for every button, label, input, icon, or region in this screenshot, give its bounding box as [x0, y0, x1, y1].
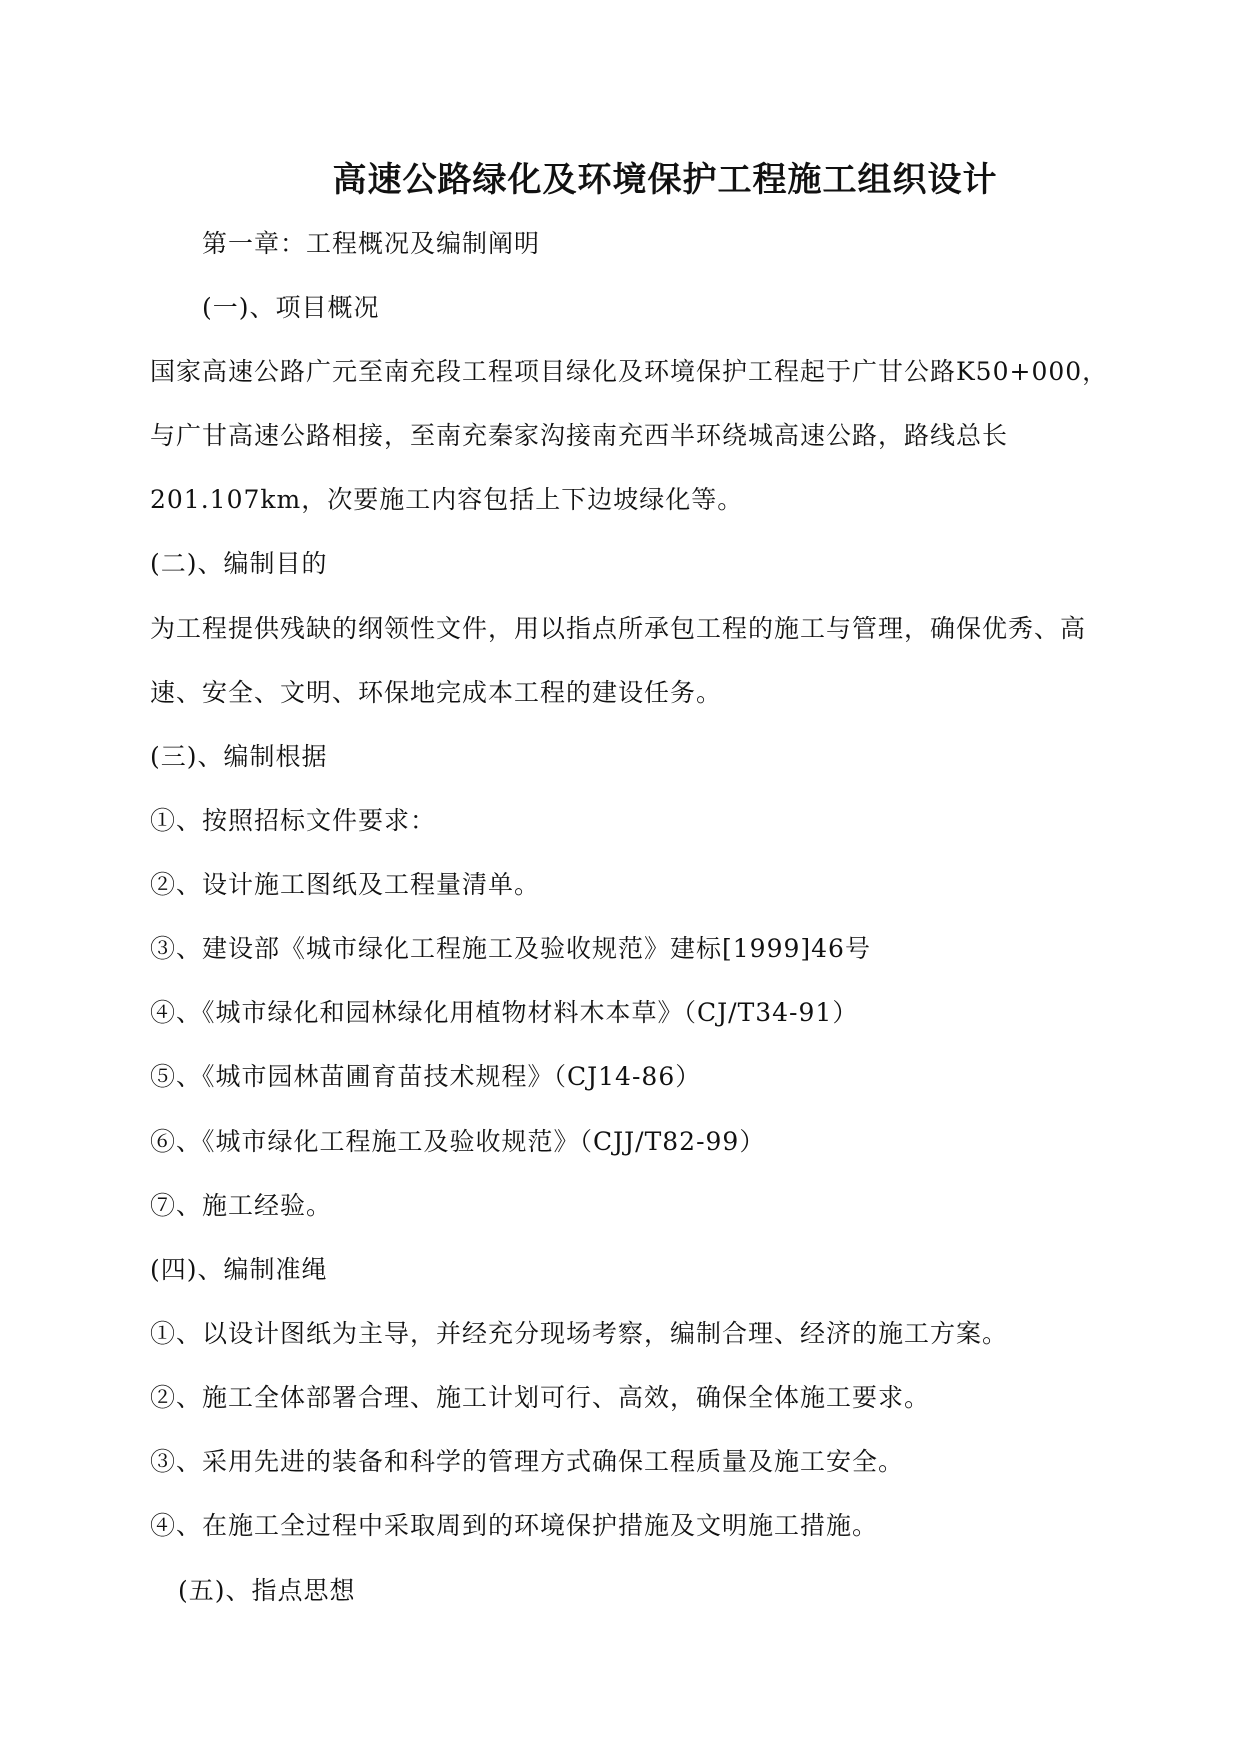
- document-title: 高速公路绿化及环境保护工程施工组织设计: [332, 160, 998, 200]
- list-item: ④、在施工全过程中采取周到的环境保护措施及文明施工措施。: [150, 1511, 879, 1540]
- list-item: ⑤、《城市园林苗圃育苗技术规程》（CJ14-86）: [150, 1062, 702, 1091]
- list-item: ①、按照招标文件要求：: [150, 806, 437, 835]
- paragraph-line: 为工程提供残缺的纲领性文件，用以指点所承包工程的施工与管理，确保优秀、高: [150, 614, 1087, 643]
- list-item: ⑦、施工经验。: [150, 1191, 333, 1220]
- list-item: ④、《城市绿化和园林绿化用植物材料木本草》（CJ/T34-91）: [150, 998, 859, 1027]
- list-item: ②、施工全体部署合理、施工计划可行、高效，确保全体施工要求。: [150, 1383, 931, 1412]
- list-item: ③、建设部《城市绿化工程施工及验收规范》建标[1999]46号: [150, 934, 871, 963]
- section-heading-3: (三)、编制根据: [150, 742, 328, 771]
- section-heading-2: (二)、编制目的: [150, 549, 328, 578]
- list-item: ①、以设计图纸为主导，并经充分现场考察，编制合理、经济的施工方案。: [150, 1319, 1009, 1348]
- paragraph-line: 国家高速公路广元至南充段工程项目绿化及环境保护工程起于广甘公路K50+000，: [150, 357, 1109, 386]
- section-heading-1: (一)、项目概况: [202, 293, 380, 322]
- paragraph-line: 201.107km，次要施工内容包括上下边坡绿化等。: [150, 485, 744, 514]
- paragraph-line: 速、安全、文明、环保地完成本工程的建设任务。: [150, 678, 723, 707]
- list-item: ③、采用先进的装备和科学的管理方式确保工程质量及施工安全。: [150, 1447, 905, 1476]
- chapter-heading: 第一章：工程概况及编制阐明: [202, 229, 541, 258]
- paragraph-line: 与广甘高速公路相接，至南充秦家沟接南充西半环绕城高速公路，路线总长: [150, 421, 1009, 450]
- section-heading-4: (四)、编制准绳: [150, 1255, 328, 1284]
- list-item: ②、设计施工图纸及工程量清单。: [150, 870, 541, 899]
- list-item: ⑥、《城市绿化工程施工及验收规范》（CJJ/T82-99）: [150, 1127, 766, 1156]
- section-heading-5: (五)、指点思想: [178, 1576, 356, 1605]
